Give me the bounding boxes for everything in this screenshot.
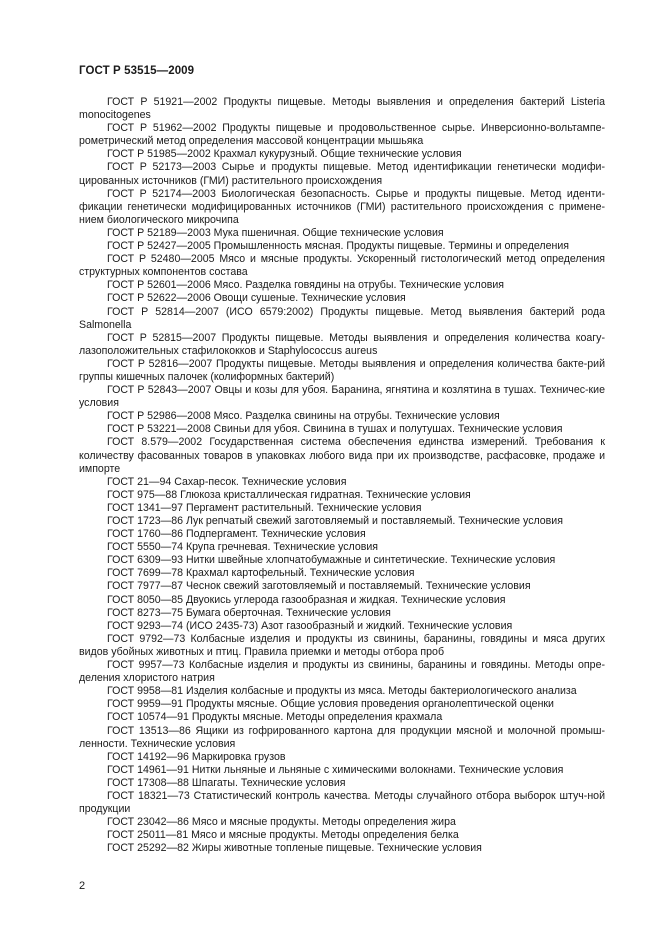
reference-entry: ГОСТ Р 52986—2008 Мясо. Разделка свинины на отрубы. Технические условия	[107, 410, 500, 423]
reference-entry: ГОСТ Р 51921—2002 Продукты пищевые. Методы выявления и определения бактерий Listeria monocitogenes	[79, 96, 605, 122]
reference-entry: ГОСТ Р 52816—2007 Продукты пищевые. Методы выявления и определения количества бакте-рий группы кишечных палочек (колиформных бактерий)	[79, 357, 605, 383]
reference-entry: ГОСТ 8050—85 Двуокись углерода газообразная и жидкая. Технические условия	[107, 593, 506, 606]
reference-entry: ГОСТ 1760—86 Подпергамент. Технические условия	[107, 528, 366, 541]
reference-entry: ГОСТ 9293—74 (ИСО 2435-73) Азот газообразный и жидкий. Технические условия	[107, 619, 513, 632]
reference-entry: ГОСТ Р 52622—2006 Овощи сушеные. Технические условия	[107, 292, 406, 305]
reference-entry: ГОСТ 975—88 Глюкоза кристаллическая гидратная. Технические условия	[107, 488, 471, 501]
reference-entry: ГОСТ 9957—73 Колбасные изделия и продукты из свинины, баранины и говядины. Методы опре-деления хлористого натрия	[79, 659, 605, 685]
reference-entry: ГОСТ Р 52174—2003 Биологическая безопасность. Сырье и продукты пищевые. Метод иденти-фикации генетически модифицированных источников (ГМИ) растительного происхождения с примене-нием биологического микрочипа	[79, 187, 605, 226]
reference-entry: ГОСТ 9792—73 Колбасные изделия и продукты из свинины, баранины, говядины и мяса других видов убойных животных и птиц. Правила приемки и методы отбора проб	[79, 632, 605, 658]
reference-entry: ГОСТ Р 52427—2005 Промышленность мясная. Продукты пищевые. Термины и определения	[107, 240, 569, 253]
reference-entry: ГОСТ 18321—73 Статистический контроль качества. Методы случайного отбора выборок штуч-ной продукции	[79, 789, 605, 816]
reference-entry: ГОСТ Р 52843—2007 Овцы и козы для убоя. Баранина, ягнятина и козлятина в тушах. Техничес-кие условия	[79, 384, 605, 410]
reference-entry: ГОСТ 25011—81 Мясо и мясные продукты. Методы определения белка	[107, 829, 459, 842]
reference-entry: ГОСТ 13513—86 Ящики из гофрированного картона для продукции мясной и молочной промыш-ленности. Технические условия	[79, 724, 605, 750]
reference-entry: ГОСТ 6309—93 Нитки швейные хлопчатобумажные и синтетические. Технические условия	[107, 554, 556, 567]
page-header-standard-number: ГОСТ Р 53515—2009	[79, 65, 195, 77]
page-number: 2	[79, 880, 86, 892]
normative-references-list	[79, 96, 605, 855]
reference-entry: ГОСТ 17308—88 Шпагаты. Технические условия	[107, 776, 346, 789]
reference-entry: ГОСТ 7699—78 Крахмал картофельный. Технические условия	[107, 567, 415, 580]
reference-entry: ГОСТ 7977—87 Чеснок свежий заготовляемый и поставляемый. Технические условия	[107, 580, 531, 593]
reference-entry: ГОСТ 14192—96 Маркировка грузов	[107, 750, 286, 763]
reference-entry: ГОСТ Р 52480—2005 Мясо и мясные продукты. Ускоренный гистологический метод определения структурных компонентов состава	[79, 253, 605, 279]
reference-entry: ГОСТ 8273—75 Бумага оберточная. Технические условия	[107, 606, 391, 619]
reference-entry: ГОСТ 23042—86 Мясо и мясные продукты. Методы определения жира	[107, 816, 456, 829]
reference-entry: ГОСТ 8.579—2002 Государственная система обеспечения единства измерений. Требования к количеству фасованных товаров в упаковках любого вида при их производстве, расфасовке, продаже и импорте	[79, 436, 605, 475]
reference-entry: ГОСТ 1341—97 Пергамент растительный. Технические условия	[107, 501, 422, 514]
reference-entry: ГОСТ Р 52189—2003 Мука пшеничная. Общие технические условия	[107, 226, 444, 239]
reference-entry: ГОСТ 9959—91 Продукты мясные. Общие условия проведения органолептической оценки	[107, 698, 554, 711]
reference-entry: ГОСТ 21—94 Сахар-песок. Технические условия	[107, 475, 347, 488]
reference-entry: ГОСТ 5550—74 Крупа гречневая. Технические условия	[107, 541, 379, 554]
reference-entry: ГОСТ 9958—81 Изделия колбасные и продукты из мяса. Методы бактериологического анализа	[107, 685, 577, 698]
reference-entry: ГОСТ Р 51985—2002 Крахмал кукурузный. Общие технические условия	[107, 148, 462, 161]
reference-entry: ГОСТ 25292—82 Жиры животные топленые пищевые. Технические условия	[107, 842, 482, 855]
reference-entry: ГОСТ Р 51962—2002 Продукты пищевые и продовольственное сырье. Инверсионно-вольтампе-рометрический метод определения массовой концентрации мышьяка	[79, 122, 605, 148]
reference-entry: ГОСТ 10574—91 Продукты мясные. Методы определения крахмала	[107, 711, 443, 724]
reference-entry: ГОСТ 14961—91 Нитки льняные и льняные с химическими волокнами. Технические условия	[107, 763, 564, 776]
reference-entry: ГОСТ Р 52601—2006 Мясо. Разделка говядины на отрубы. Технические условия	[107, 279, 505, 292]
reference-entry: ГОСТ Р 52815—2007 Продукты пищевые. Методы выявления и определения количества коагу-лазоположительных стафилококков и Staphylococcus aureus	[79, 331, 605, 357]
reference-entry: ГОСТ Р 53221—2008 Свиньи для убоя. Свинина в тушах и полутушах. Технические условия	[107, 423, 563, 436]
reference-entry: ГОСТ 1723—86 Лук репчатый свежий заготовляемый и поставляемый. Технические условия	[107, 515, 563, 527]
reference-entry: ГОСТ Р 52814—2007 (ИСО 6579:2002) Продукты пищевые. Метод выявления бактерий рода Salmonella	[79, 305, 605, 331]
reference-entry: ГОСТ Р 52173—2003 Сырье и продукты пищевые. Метод идентификации генетически модифи-цированных источников (ГМИ) растительного происхождения	[79, 161, 605, 187]
